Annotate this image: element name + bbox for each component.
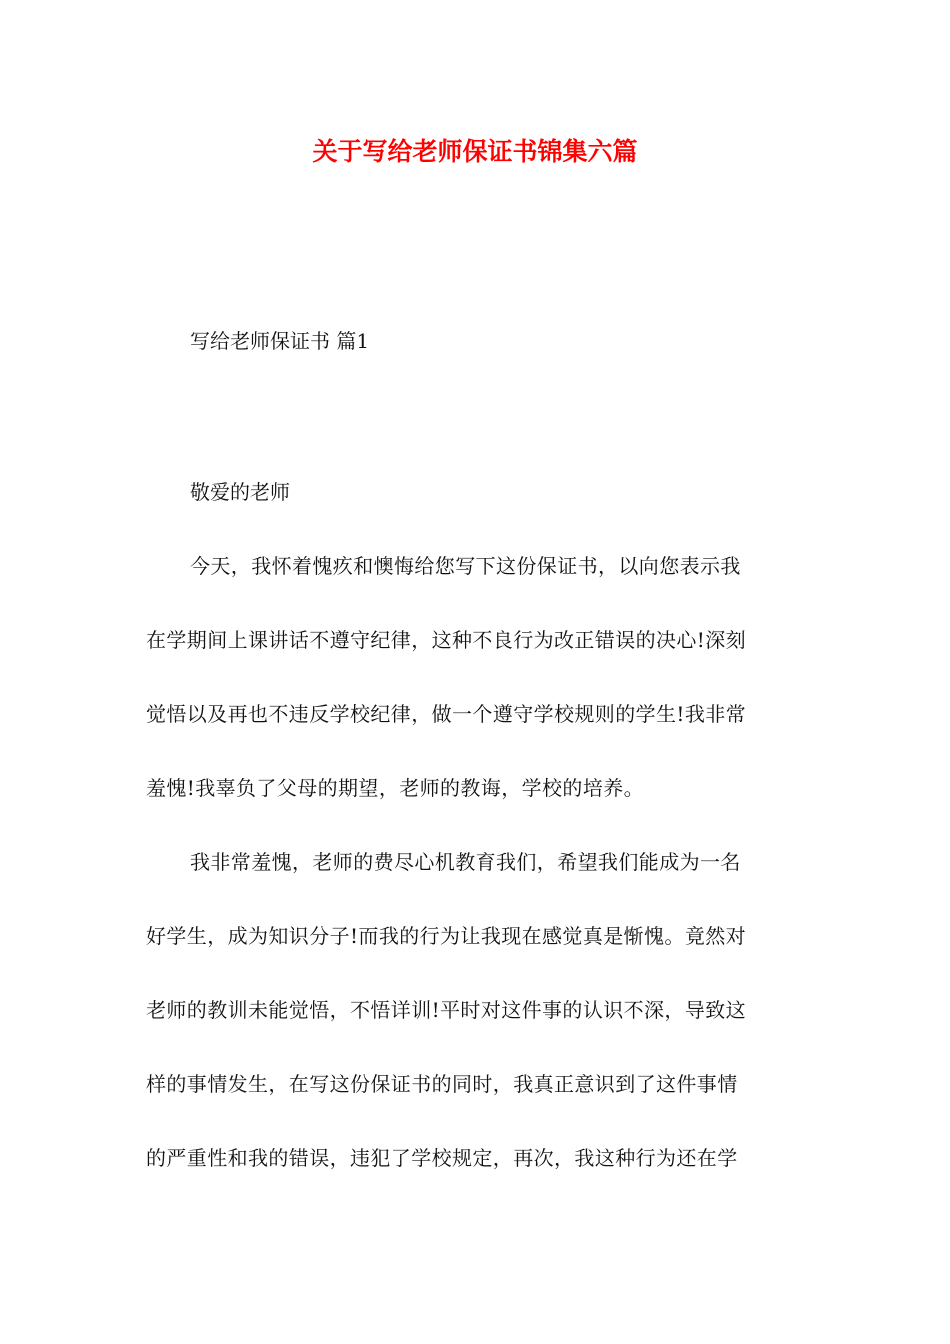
paragraph-1-line-2: 在学期间上课讲话不遵守纪律，这种不良行为改正错误的决心!深刻 xyxy=(146,628,747,652)
paragraph-1-line-1: 今天，我怀着愧疚和懊悔给您写下这份保证书，以向您表示我 xyxy=(190,554,741,578)
paragraph-2-line-4: 样的事情发生，在写这份保证书的同时，我真正意识到了这件事情 xyxy=(146,1072,738,1096)
paragraph-2-line-2: 好学生，成为知识分子!而我的行为让我现在感觉真是惭愧。竟然对 xyxy=(146,924,747,948)
document-title: 关于写给老师保证书锦集六篇 xyxy=(312,137,638,166)
paragraph-2-line-1: 我非常羞愧，老师的费尽心机教育我们，希望我们能成为一名 xyxy=(190,850,741,874)
paragraph-1-line-4: 羞愧!我辜负了父母的期望，老师的教诲，学校的培养。 xyxy=(146,776,645,800)
paragraph-2-line-3: 老师的教训未能觉悟，不悟详训!平时对这件事的认识不深，导致这 xyxy=(146,998,747,1022)
greeting-line: 敬爱的老师 xyxy=(190,480,290,504)
paragraph-1-line-3: 觉悟以及再也不违反学校纪律，做一个遵守学校规则的学生!我非常 xyxy=(146,702,747,726)
section-heading: 写给老师保证书 篇1 xyxy=(190,329,370,353)
paragraph-2-line-5: 的严重性和我的错误，违犯了学校规定，再次，我这种行为还在学 xyxy=(146,1146,738,1170)
